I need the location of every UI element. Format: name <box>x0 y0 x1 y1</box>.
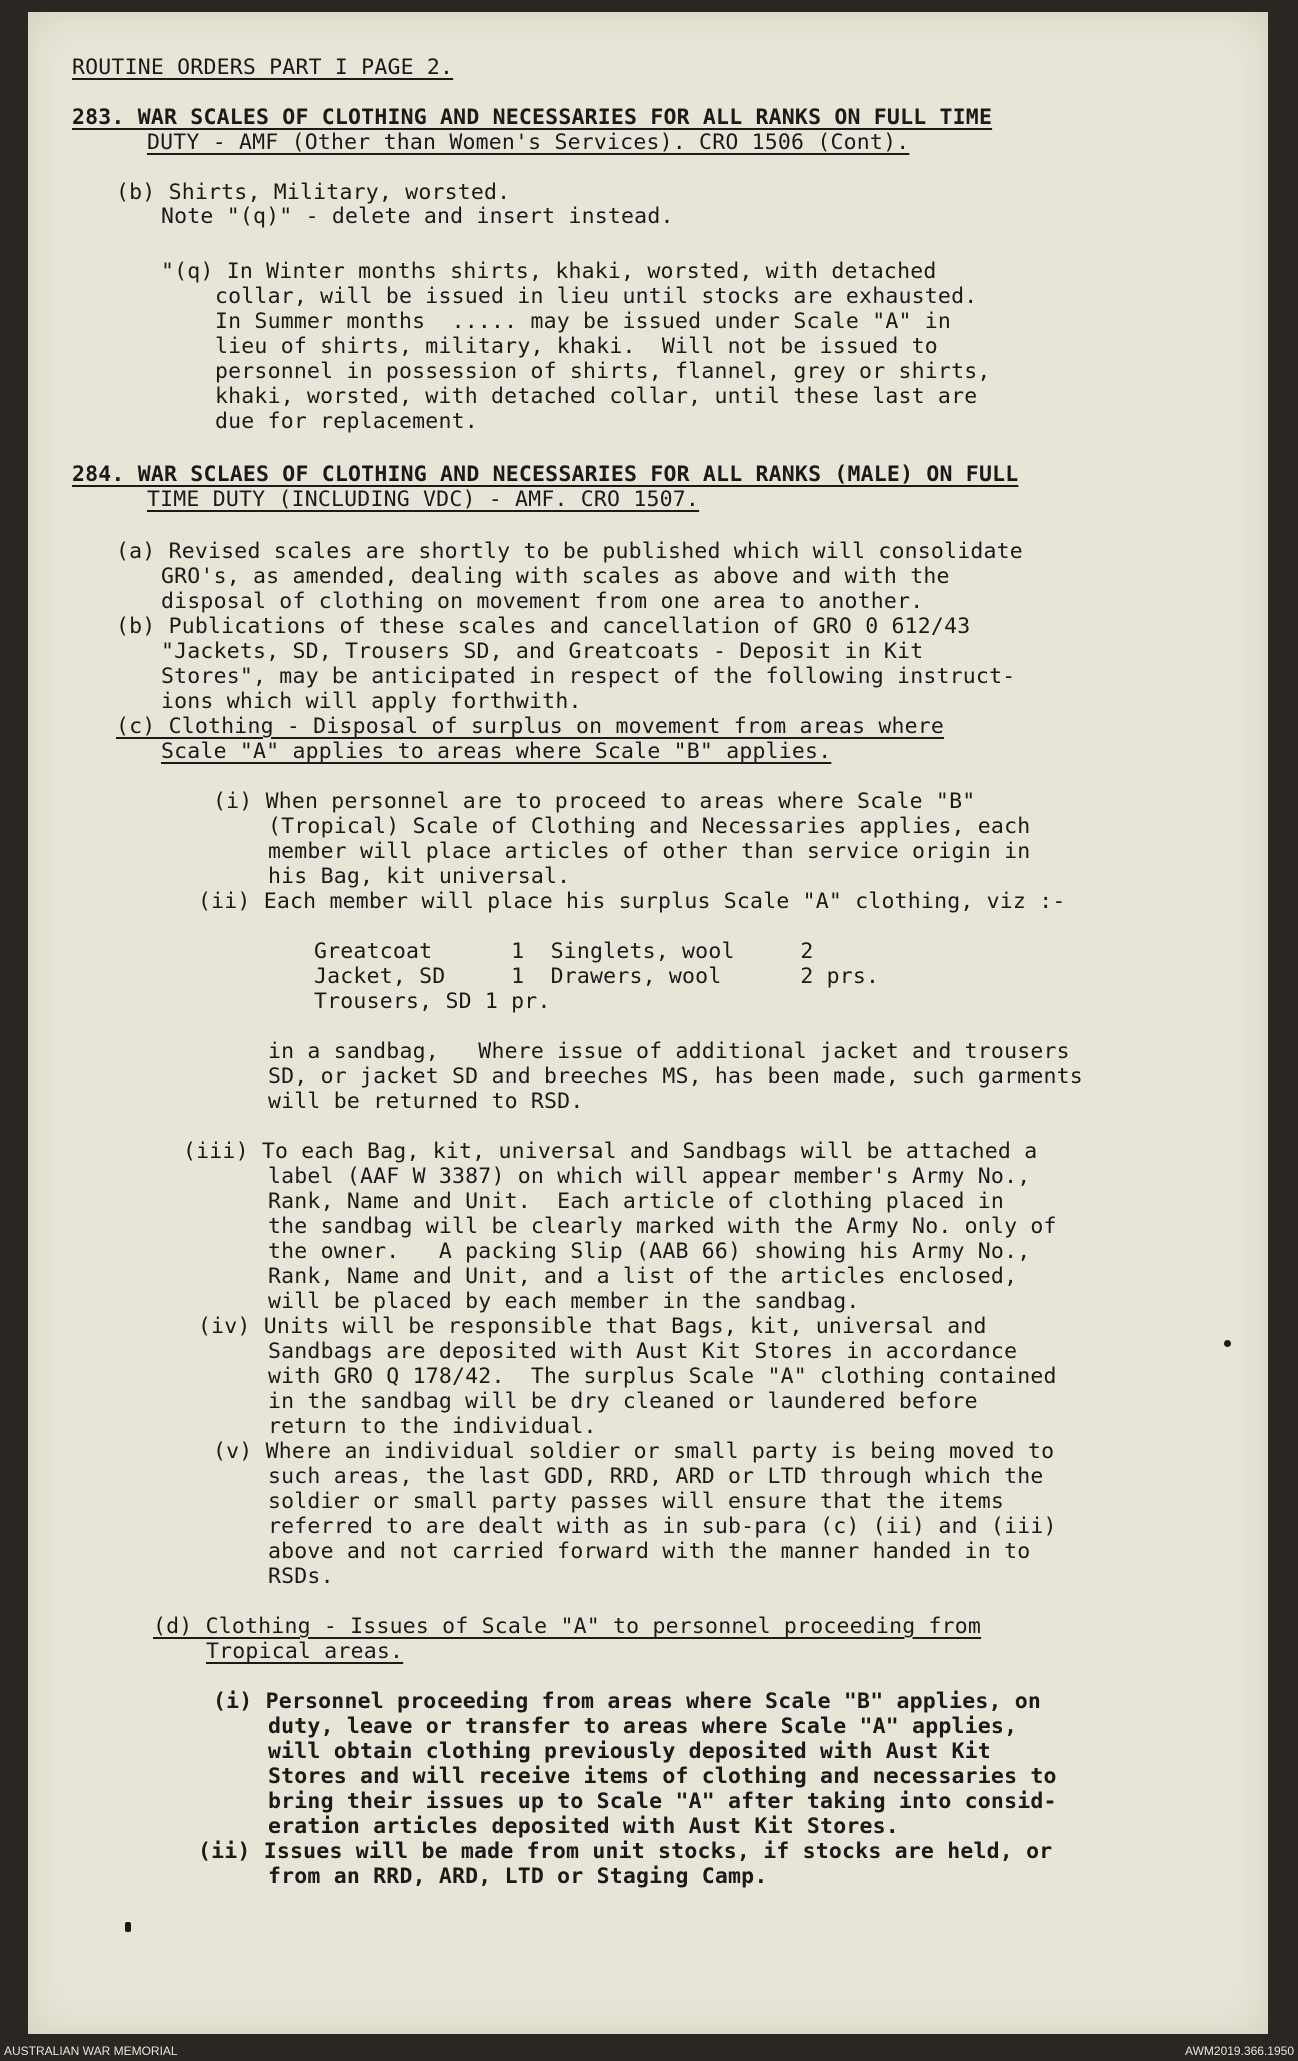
archive-footer <box>0 2040 1298 2061</box>
para-284-d-i-line: duty, leave or transfer to areas where Scale "A" applies, <box>268 1714 1018 1739</box>
para-284-d-i-line: Stores and will receive items of clothing and necessaries to <box>268 1764 1057 1789</box>
ink-speck <box>1224 1340 1231 1347</box>
para-284-c-iv-line: with GRO Q 178/42. The surplus Scale "A" clothing contained <box>268 1364 1057 1389</box>
section-284-heading: 284. WAR SCLAES OF CLOTHING AND NECESSARIES FOR ALL RANKS (MALE) ON FULL <box>72 462 1019 487</box>
para-283-q-line: lieu of shirts, military, khaki. Will not be issued to <box>215 334 938 359</box>
para-284-c-iv-line: (iv) Units will be responsible that Bags, kit, universal and <box>198 1314 987 1339</box>
para-284-c-v-line: above and not carried forward with the manner handed in to <box>268 1539 1031 1564</box>
para-284-b-line: Stores", may be anticipated in respect of the following instruct- <box>161 664 1016 689</box>
para-284-c-i-line: (i) When personnel are to proceed to areas where Scale "B" <box>213 789 976 814</box>
para-283-q-line: personnel in possession of shirts, flannel, grey or shirts, <box>215 359 991 384</box>
section-284-heading-cont: TIME DUTY (INCLUDING VDC) - AMF. CRO 1507. <box>147 487 700 512</box>
para-283-q-line: collar, will be issued in lieu until stocks are exhausted. <box>215 284 978 309</box>
para-284-d-heading: (d) Clothing - Issues of Scale "A" to personnel proceeding from <box>153 1614 982 1639</box>
para-284-c-v-line: such areas, the last GDD, RRD, ARD or LTD through which the <box>268 1464 1044 1489</box>
para-283-q-line: "(q) In Winter months shirts, khaki, worsted, with detached <box>161 259 937 284</box>
section-283-heading-cont: DUTY - AMF (Other than Women's Services). CRO 1506 (Cont). <box>147 130 910 155</box>
para-284-c-iii-line: the sandbag will be clearly marked with the Army No. only of <box>268 1214 1057 1239</box>
footer-catalogue-id: AWM2019.366.1950 <box>1185 2044 1294 2058</box>
para-284-b-line: ions which will apply forthwith. <box>161 689 582 714</box>
section-283-heading: 283. WAR SCALES OF CLOTHING AND NECESSARIES FOR ALL RANKS ON FULL TIME <box>72 105 993 130</box>
para-284-c-iv-line: Sandbags are deposited with Aust Kit Stores in accordance <box>268 1339 1018 1364</box>
clothing-list-row: Greatcoat 1 Singlets, wool 2 <box>314 939 814 964</box>
para-284-d-i-line: (i) Personnel proceeding from areas where Scale "B" applies, on <box>213 1689 1042 1714</box>
para-283-b: (b) Shirts, Military, worsted. <box>116 180 511 205</box>
footer-institution: AUSTRALIAN WAR MEMORIAL <box>4 2044 178 2058</box>
para-284-d-i-line: eration articles deposited with Aust Kit Stores. <box>268 1814 899 1839</box>
clothing-list-row: Jacket, SD 1 Drawers, wool 2 prs. <box>314 964 880 989</box>
para-284-c-iv-line: return to the individual. <box>268 1414 597 1439</box>
para-284-c-v-line: referred to are dealt with as in sub-para (c) (ii) and (iii) <box>268 1514 1057 1539</box>
para-284-c-iii-line: (iii) To each Bag, kit, universal and Sandbags will be attached a <box>183 1139 1038 1164</box>
para-284-c-iii-line: label (AAF W 3387) on which will appear member's Army No., <box>268 1164 1031 1189</box>
para-284-b-line: (b) Publications of these scales and cancellation of GRO 0 612/43 <box>116 614 971 639</box>
para-283-q-line: due for replacement. <box>215 409 478 434</box>
para-284-d-ii-line: from an RRD, ARD, LTD or Staging Camp. <box>268 1864 768 1889</box>
document-page <box>28 12 1268 2034</box>
ink-speck <box>125 1922 131 1932</box>
para-284-a-line: disposal of clothing on movement from one area to another. <box>161 589 924 614</box>
para-284-d-i-line: bring their issues up to Scale "A" after taking into consid- <box>268 1789 1057 1814</box>
para-284-c-ii-line: will be returned to RSD. <box>268 1089 584 1114</box>
para-284-c-iii-line: will be placed by each member in the sandbag. <box>268 1289 860 1314</box>
para-284-c-iii-line: the owner. A packing Slip (AAB 66) showing his Army No., <box>268 1239 1031 1264</box>
para-284-a-line: (a) Revised scales are shortly to be published which will consolidate <box>116 539 1023 564</box>
para-284-c-heading: (c) Clothing - Disposal of surplus on movement from areas where <box>116 714 945 739</box>
page-header: ROUTINE ORDERS PART I PAGE 2. <box>72 55 454 80</box>
para-284-c-v-line: soldier or small party passes will ensure that the items <box>268 1489 1005 1514</box>
para-284-a-line: GRO's, as amended, dealing with scales as above and with the <box>161 564 950 589</box>
para-284-c-heading-cont: Scale "A" applies to areas where Scale "B" applies. <box>161 739 832 764</box>
para-284-c-i-line: (Tropical) Scale of Clothing and Necessaries applies, each <box>268 814 1031 839</box>
para-284-c-v-line: (v) Where an individual soldier or small party is being moved to <box>213 1439 1055 1464</box>
para-284-c-iv-line: in the sandbag will be dry cleaned or laundered before <box>268 1389 978 1414</box>
para-284-c-ii-line: SD, or jacket SD and breeches MS, has been made, such garments <box>268 1064 1083 1089</box>
para-283-b-note: Note "(q)" - delete and insert instead. <box>161 204 674 229</box>
para-284-d-i-line: will obtain clothing previously deposited with Aust Kit <box>268 1739 991 1764</box>
para-284-d-heading-cont: Tropical areas. <box>206 1639 404 1664</box>
para-284-c-v-line: RSDs. <box>268 1564 334 1589</box>
para-284-c-ii-line: (ii) Each member will place his surplus Scale "A" clothing, viz :- <box>198 889 1066 914</box>
para-284-c-i-line: member will place articles of other than service origin in <box>268 839 1031 864</box>
para-284-c-ii-line: in a sandbag, Where issue of additional jacket and trousers <box>268 1039 1070 1064</box>
para-283-q-line: In Summer months ..... may be issued under Scale "A" in <box>215 309 952 334</box>
para-284-c-iii-line: Rank, Name and Unit. Each article of clothing placed in <box>268 1189 1005 1214</box>
para-284-b-line: "Jackets, SD, Trousers SD, and Greatcoats - Deposit in Kit <box>161 639 924 664</box>
para-284-c-i-line: his Bag, kit universal. <box>268 864 571 889</box>
clothing-list-row: Trousers, SD 1 pr. <box>314 989 551 1014</box>
para-283-q-line: khaki, worsted, with detached collar, until these last are <box>215 384 978 409</box>
para-284-d-ii-line: (ii) Issues will be made from unit stocks, if stocks are held, or <box>198 1839 1053 1864</box>
para-284-c-iii-line: Rank, Name and Unit, and a list of the articles enclosed, <box>268 1264 1018 1289</box>
